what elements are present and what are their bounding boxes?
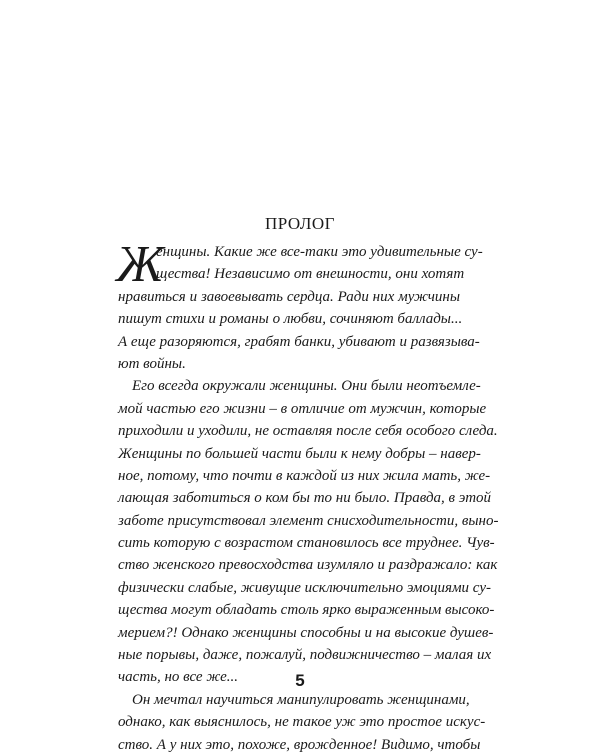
text-line: Его всегда окружали женщины. Они были неотъемле- — [132, 378, 481, 395]
text-line: мерием?! Однако женщины способны и на высокие душев- — [118, 624, 494, 641]
paragraph-3 — [118, 689, 486, 756]
text-line: Он мечтал научиться манипулировать женщинами, — [132, 691, 470, 708]
text-line: щества! Независимо от внешности, они хотят — [156, 266, 465, 283]
text-line: Женщины по большей части были к нему добры – навер- — [118, 445, 481, 462]
text-line: ство. А у них это, похоже, врожденное! Видимо, чтобы — [118, 736, 481, 753]
text-line: ные порывы, даже, пожалуй, подвижничество – малая их — [118, 647, 492, 664]
text-line: мой частью его жизни – в отличие от мужчин, которые — [118, 400, 487, 417]
text-line: ют войны. — [118, 355, 186, 372]
text-line: пишут стихи и романы о любви, сочиняют баллады... — [118, 311, 463, 328]
text-line: лающая заботиться о ком бы то ни было. Правда, в этой — [118, 490, 492, 507]
text-line: ство женского превосходства изумляло и раздражало: как — [118, 557, 498, 574]
drop-cap: Ж — [116, 236, 164, 293]
text-line: однако, как выяснилось, не такое уж это простое искус- — [118, 714, 486, 731]
chapter-title: ПРОЛОГ — [264, 214, 335, 233]
text-line: енщины. Какие же все-таки это удивительные су- — [156, 244, 483, 260]
text-line: ное, потому, что почти в каждой из них жила мать, же- — [118, 467, 491, 484]
text-line: приходили и уходили, не оставляя после себя особого следа. — [118, 423, 498, 440]
text-line: сить которую с возрастом становилось все труднее. Чув- — [118, 535, 495, 552]
text-line: заботе присутствовал элемент снисходительности, выно- — [118, 512, 499, 529]
text-line: нравиться и завоевывать сердца. Ради них мужчины — [118, 288, 460, 305]
paragraph-2 — [118, 375, 499, 688]
text-line: А еще разоряются, грабят банки, убивают и развязыва- — [118, 333, 480, 350]
text-line: щества могут обладать столь ярко выраженным высоко- — [118, 602, 495, 619]
text-line: физически слабые, живущие исключительно эмоциями су- — [118, 579, 491, 596]
page-number: 5 — [295, 671, 305, 690]
paragraph-1 — [116, 236, 483, 375]
text-line: часть, но все же... — [118, 669, 239, 686]
